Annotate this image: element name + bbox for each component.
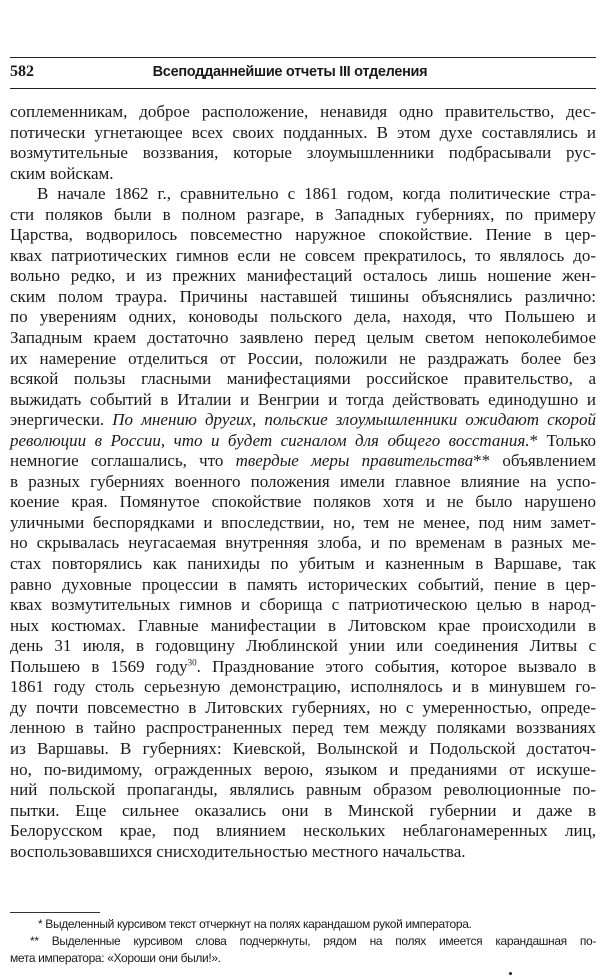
text-run: сти поляков были в полном разгаре, в Западных губерниях, по примеру — [10, 204, 596, 224]
text-line — [10, 123, 596, 144]
text-run: ний польской пропаганды, являлись равным образом революционные по- — [10, 780, 596, 800]
page-number: 582 — [10, 63, 34, 80]
italic-text: революции в России, что и будет сигналом для общего восстания. — [10, 430, 530, 450]
text-run: потически угнетающее всех своих подданных. В этом духе составлялись и — [10, 122, 596, 142]
text-run: пытки. Еще сильнее оказались они в Минской губернии и даже в — [10, 800, 596, 820]
text-line — [10, 801, 596, 822]
text-line — [10, 184, 596, 205]
text-line — [10, 266, 596, 287]
text-run: В начале 1862 г., сравнительно с 1861 годом, когда политические стра- — [37, 184, 596, 204]
text-run: немногие соглашались, что — [10, 451, 236, 471]
text-run: Польшею в 1569 году — [10, 656, 188, 676]
text-run: Белорусском крае, под влиянием нескольких неблагонамеренных лиц, — [10, 821, 596, 841]
text-line — [10, 307, 596, 328]
text-line — [10, 369, 596, 390]
text-run: коение края. Помянутое спокойствие поляков хотя и не было нарушено — [10, 492, 596, 512]
text-line — [10, 246, 596, 267]
text-run: ду почти повсеместно в Литовских губерниях, но с умеренностью, опреде- — [10, 697, 596, 717]
text-run: ленною в тайно распространенных перед тем между поляками воззваниях — [10, 718, 596, 738]
text-line — [10, 287, 596, 308]
text-run: стах повторялись как панихиды по убитым и казненным в Варшаве, так — [10, 554, 596, 574]
text-run: воспользовавшихся снисходительностью местного начальства. — [10, 841, 466, 861]
italic-text: твердые меры правительства — [235, 451, 474, 471]
text-run: их намерение отделиться от России, положили не раздражать более без — [10, 348, 596, 368]
text-line — [10, 102, 596, 123]
text-line — [10, 349, 596, 370]
footnotes — [10, 916, 596, 967]
text-line — [10, 616, 596, 637]
text-line — [10, 533, 596, 554]
text-line — [10, 718, 596, 739]
text-line — [10, 472, 596, 493]
text-line — [10, 492, 596, 513]
text-run: возмутительные воззвания, которые злоумышленники подбрасывали рус- — [10, 143, 596, 163]
text-run: квах патриотических гимнов если не совсем прекратилось, то являлось до- — [10, 245, 596, 265]
text-line — [10, 451, 596, 472]
text-line — [10, 554, 596, 575]
text-line — [10, 575, 596, 596]
footnote-1: * Выделенный курсивом текст отчеркнут на полях карандашом рукой императора. — [38, 917, 472, 931]
text-line — [10, 164, 596, 185]
text-run: вольно редко, и из прежних манифестаций осталось лишь ношение жен- — [10, 266, 596, 286]
text-line — [10, 739, 596, 760]
text-run: 1861 году столь серьезную демонстрацию, исполнялось и в минувшем го- — [10, 677, 596, 697]
text-run: ским полом траура. Причины наставшей тишины объяснялись различно: — [10, 286, 596, 306]
text-line — [10, 410, 596, 431]
header-top-rule — [10, 57, 596, 58]
text-run: соплеменникам, доброе расположение, ненавидя одно правительство, дес- — [10, 102, 596, 121]
text-line — [10, 143, 596, 164]
footnote-separator — [10, 912, 100, 913]
text-run: выжидать событий в Италии и Венгрии и тогда действовать единодушно и — [10, 389, 596, 409]
text-line — [10, 698, 596, 719]
text-run: но, по-видимому, огражденных верою, языком и преданиями от искуше- — [10, 759, 596, 779]
print-speck — [509, 972, 512, 975]
text-line — [10, 225, 596, 246]
text-run: квах возмутительных гимнов и сборища с патриотическою целью в народ- — [10, 595, 596, 615]
text-run: по уверениям одних, коноводы польского дела, находя, что Польшею и — [10, 307, 596, 327]
text-run: день 31 июля, в годовщину Люблинской унии или соединения Литвы с — [10, 636, 596, 656]
italic-text: По мнению других, польские злоумышленники ожидают скорой — [112, 410, 596, 430]
text-run: уличными беспорядками и впоследствии, но, тем не менее, под ним замет- — [10, 512, 596, 532]
text-line — [10, 595, 596, 616]
text-line — [10, 842, 596, 863]
text-run: равно духовные процессии в память исторических событий, пение в цер- — [10, 574, 596, 594]
text-run: из Варшавы. В губерниях: Киевской, Волынской и Подольской достаточ- — [10, 738, 596, 758]
body-text — [10, 102, 596, 862]
text-line — [10, 513, 596, 534]
text-line — [10, 390, 596, 411]
text-run: но скрывалась неугасаемая внутренняя злоба, и по временам в разных ме- — [10, 533, 596, 553]
text-line — [10, 431, 596, 452]
footnote-2-continued: мета императора: «Хороши они были!». — [10, 951, 221, 965]
text-line — [10, 780, 596, 801]
text-run: ных костюмах. Главные манифестации в Литовском крае происходили в — [10, 615, 596, 635]
text-line — [10, 657, 596, 678]
text-line — [10, 636, 596, 657]
text-run: Западным краем достаточно заявлено перед целым светом непоколебимое — [10, 328, 596, 348]
text-line — [10, 328, 596, 349]
text-run: . Празднование этого события, которое вызвало в — [196, 656, 596, 676]
text-run: ским войскам. — [10, 163, 114, 183]
footnote-ref: 30 — [187, 657, 197, 668]
text-run: Царства, водворилось повсеместно наружное спокойствие. Пение в цер- — [10, 225, 596, 245]
text-run: всякой пользы гласными манифестациями российское правительство, а — [10, 369, 596, 389]
text-run: * Только — [529, 430, 596, 450]
text-line — [10, 205, 596, 226]
text-line — [10, 760, 596, 781]
text-run: энергически. — [10, 410, 113, 430]
running-title: Всеподданнейшие отчеты III отделения — [152, 64, 428, 80]
text-line — [10, 821, 596, 842]
text-line — [10, 677, 596, 698]
text-run: ** объявлением — [473, 451, 597, 471]
header-bottom-rule — [10, 88, 596, 89]
text-run: в разных губерниях военного положения имели главное влияние на успо- — [10, 471, 596, 491]
footnote-2: ** Выделенные курсивом слова подчеркнуты, рядом на полях имеется карандашная по- — [30, 934, 596, 948]
